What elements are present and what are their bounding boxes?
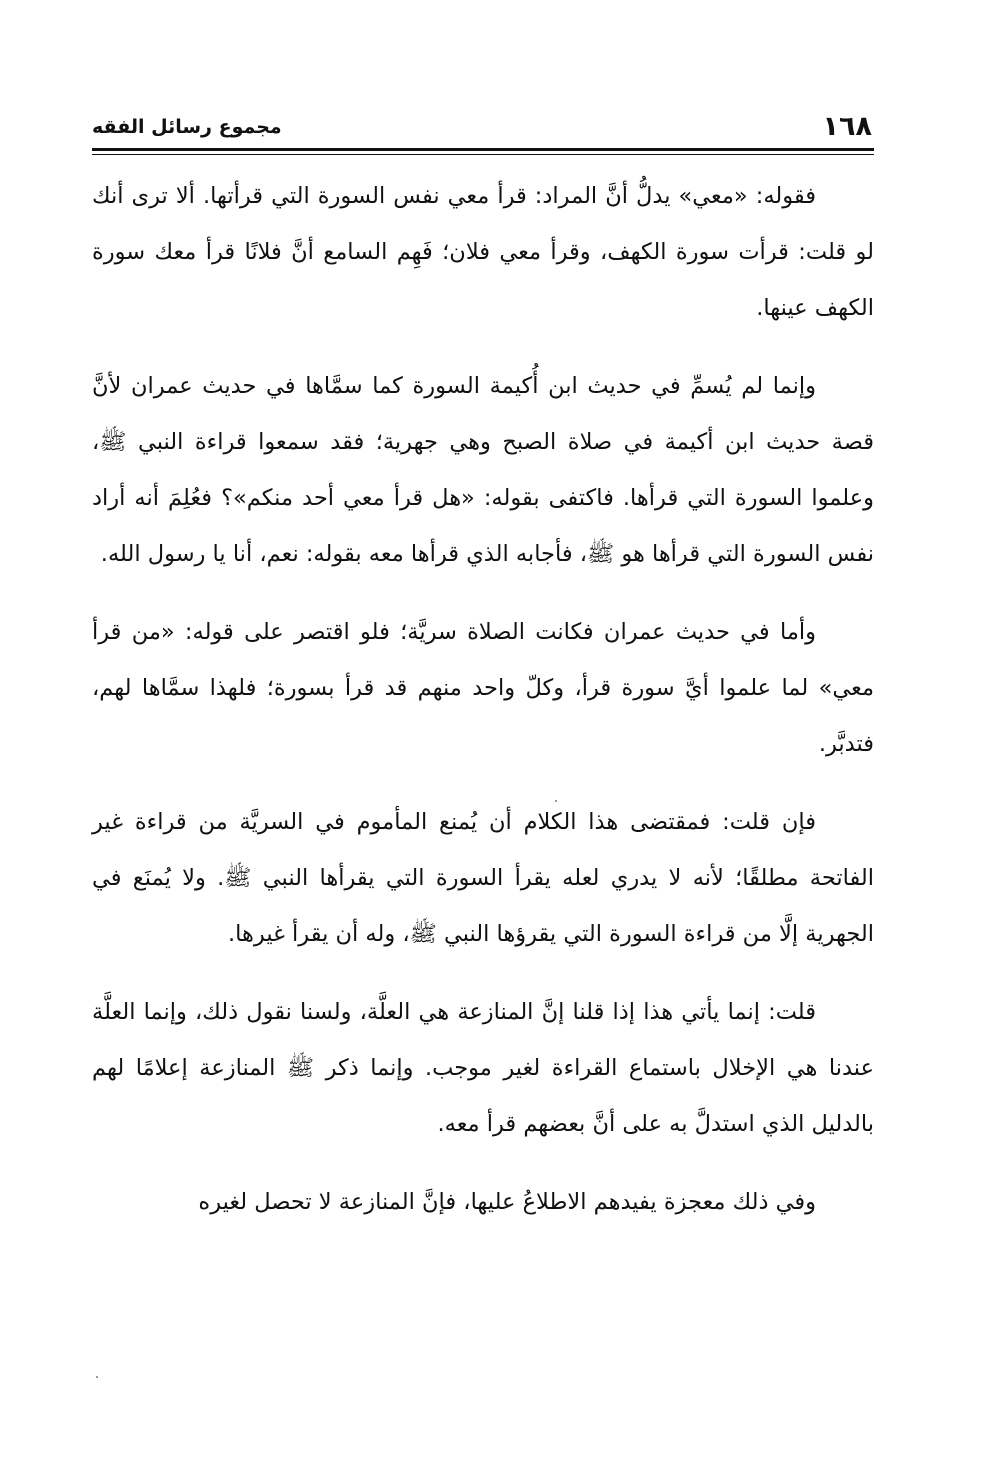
page-header <box>92 108 872 146</box>
header-rule-thin <box>92 154 874 155</box>
paragraph: وأما في حديث عمران فكانت الصلاة سريَّة؛ فلو اقتصر على قوله: «من قرأ معي» لما علموا أيَّ سورة قرأ، وكلّ واحد منهم قد قرأ بسورة؛ فلهذا سمَّاها لهم، فتدبَّر. <box>92 619 874 757</box>
paragraph: وفي ذلك معجزة يفيدهم الاطلاعُ عليها، فإنَّ المنازعة لا تحصل لغيره <box>198 1189 816 1215</box>
scan-speck <box>555 800 557 802</box>
body-text <box>92 168 874 1230</box>
paragraph: وإنما لم يُسمِّ في حديث ابن أُكيمة السورة كما سمَّاها في حديث عمران لأنَّ قصة حديث ابن أكيمة في صلاة الصبح وهي جهرية؛ فقد سمعوا قراءة النبي ﷺ، وعلموا السورة التي قرأها. فاكتفى بقوله: «هل قرأ معي أحد منكم»؟ فعُلِمَ أنه أراد نفس السورة التي قرأها هو ﷺ، فأجابه الذي قرأها معه بقوله: نعم، أنا يا رسول الله. <box>92 373 874 567</box>
paragraph: فإن قلت: فمقتضى هذا الكلام أن يُمنع المأموم في السريَّة من قراءة غير الفاتحة مطلقًا؛ لأنه لا يدري لعله يقرأ السورة التي يقرأها النبي ﷺ. ولا يُمنَع في الجهرية إلَّا من قراءة السورة التي يقرؤها النبي ﷺ، وله أن يقرأ غيرها. <box>92 809 874 947</box>
page-number: ١٦٨ <box>822 111 872 142</box>
paragraph: قلت: إنما يأتي هذا إذا قلنا إنَّ المنازعة هي العلَّة، ولسنا نقول ذلك، وإنما العلَّة عندنا هي الإخلال باستماع القراءة لغير موجب. وإنما ذكر ﷺ المنازعة إعلامًا لهم بالدليل الذي استدلَّ به على أنَّ بعضهم قرأ معه. <box>92 999 874 1137</box>
scan-speck <box>96 1376 98 1378</box>
paragraph: فقوله: «معي» يدلُّ أنَّ المراد: قرأ معي نفس السورة التي قرأتها. ألا ترى أنك لو قلت: قرأت سورة الكهف، وقرأ معي فلان؛ فَهِم السامع أنَّ فلانًا قرأ معك سورة الكهف عينها. <box>92 183 874 321</box>
running-title: مجموع رسائل الفقه <box>92 116 282 138</box>
header-rule-thick <box>92 148 874 151</box>
